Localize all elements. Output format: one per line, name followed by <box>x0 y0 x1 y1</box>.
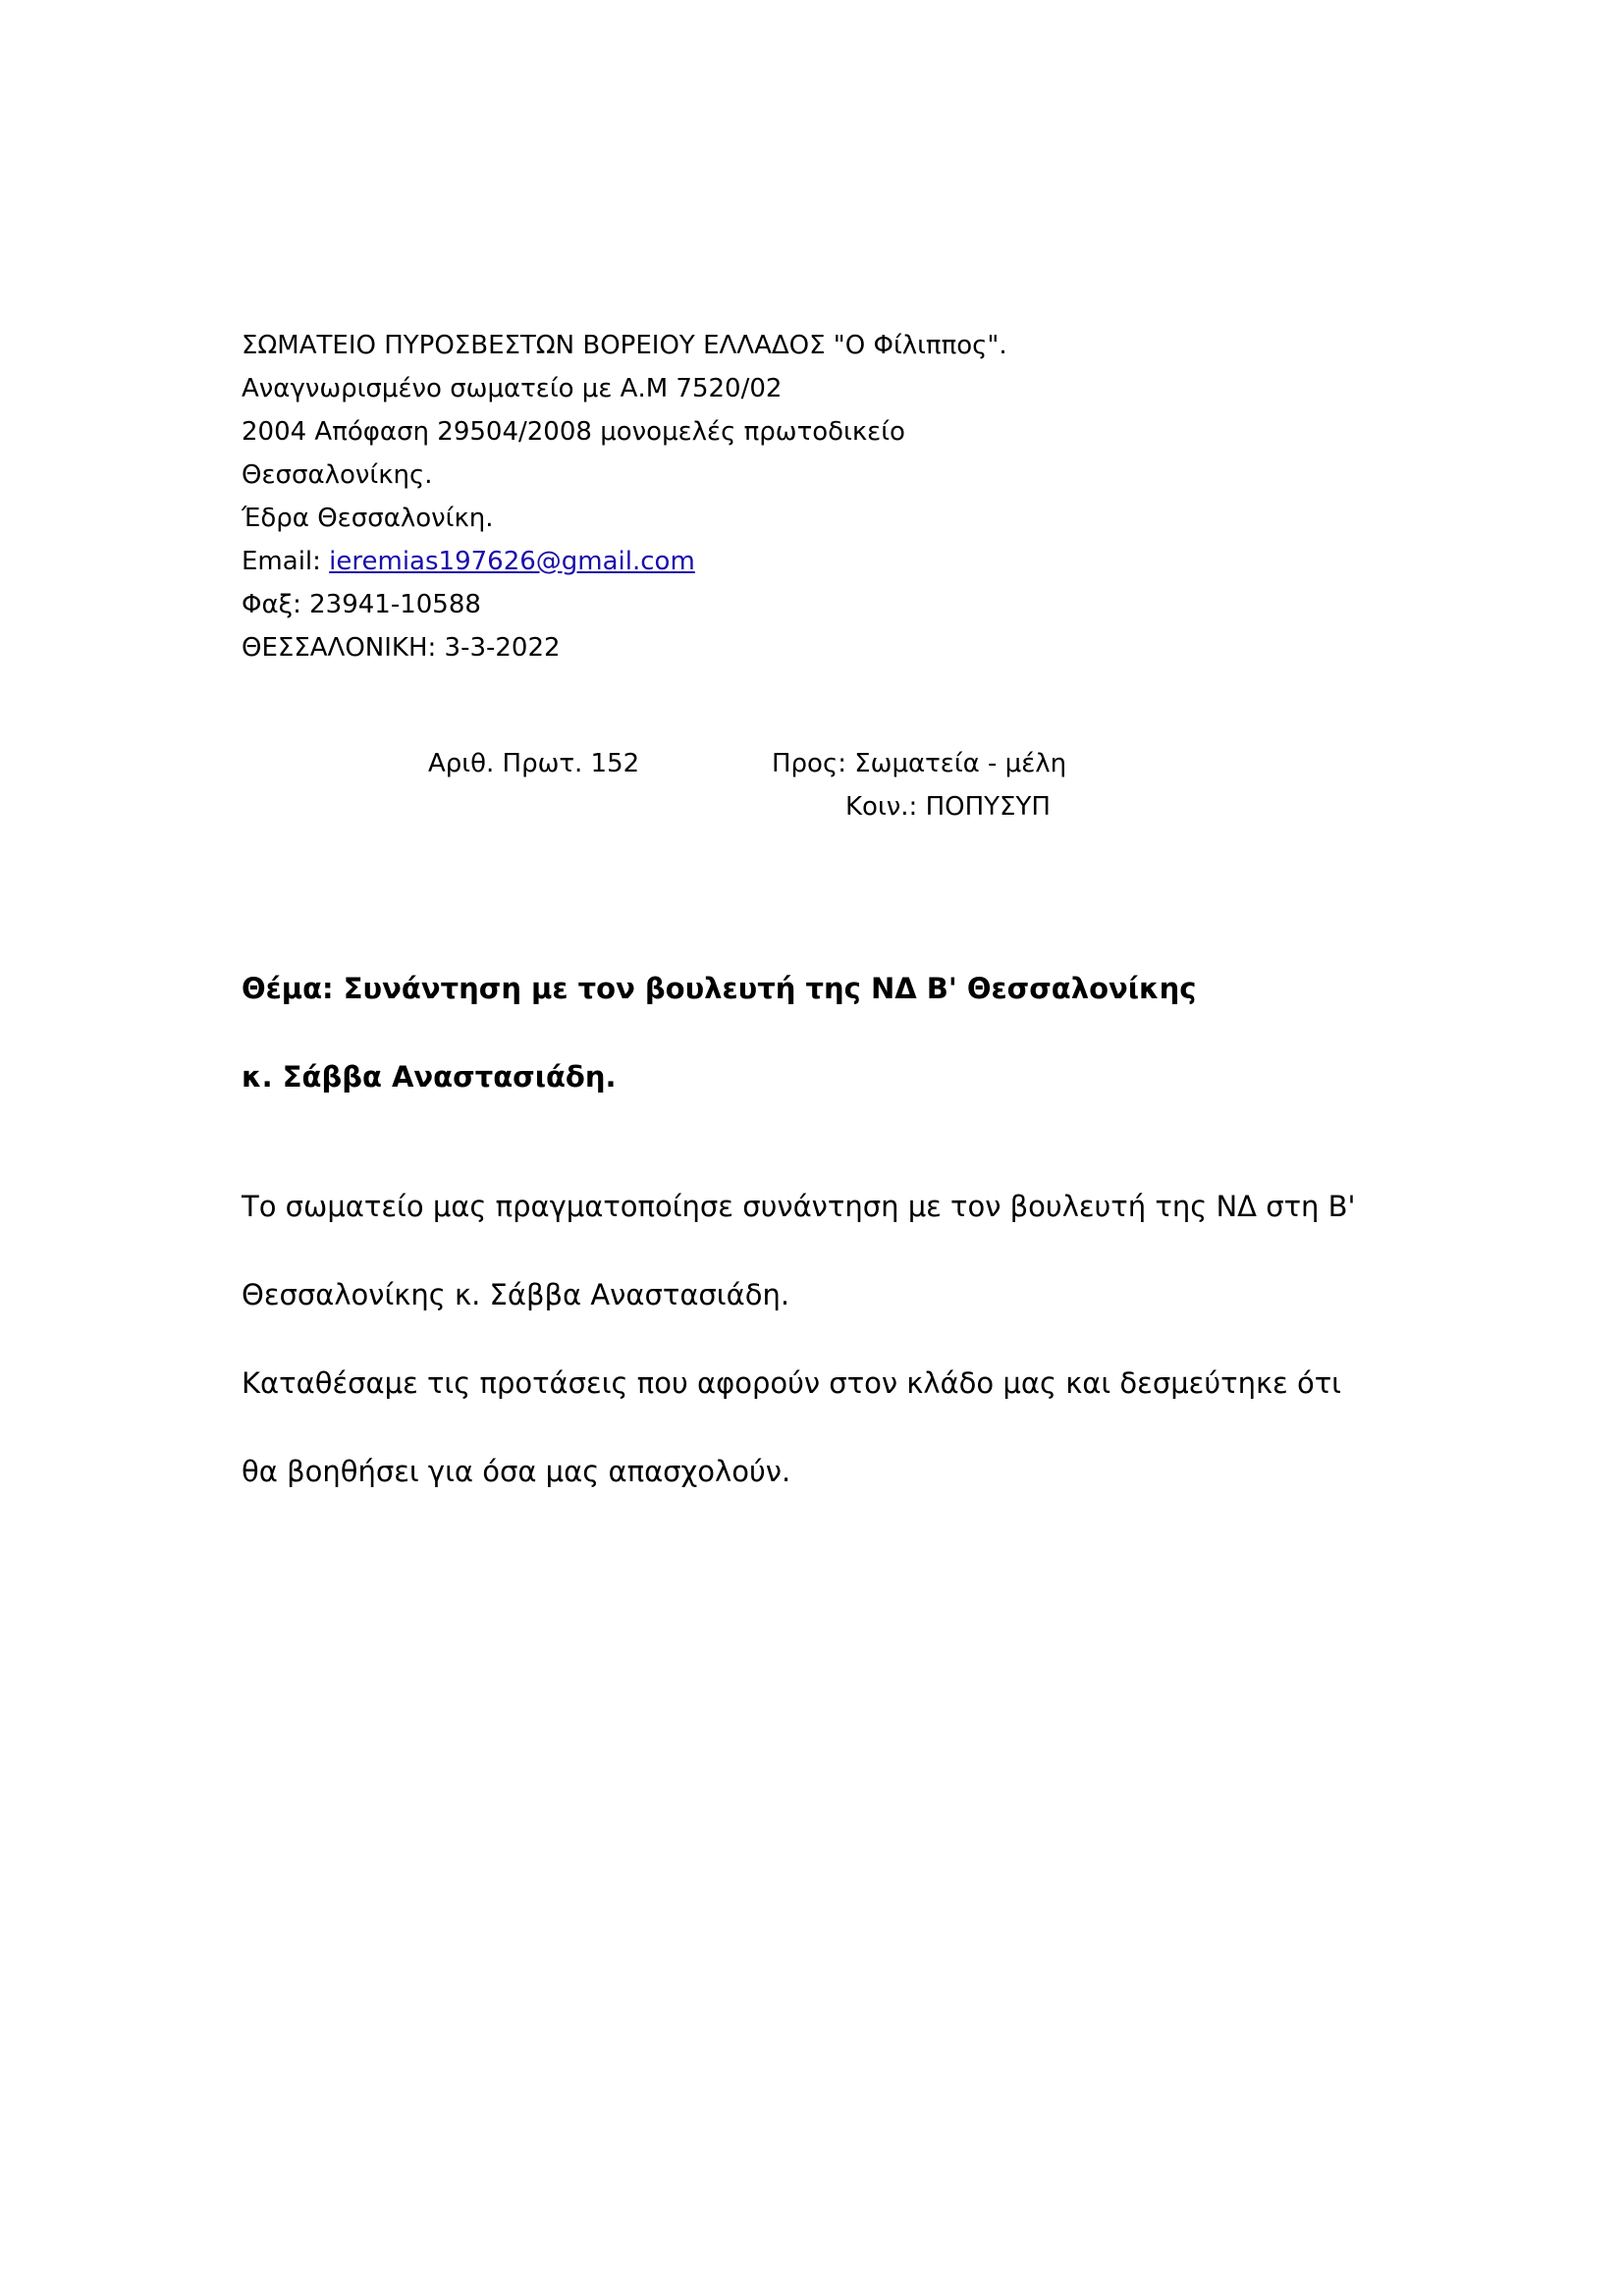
email-label: Email: <box>242 547 330 576</box>
email-line <box>242 540 1420 583</box>
court-decision-line: 2004 Απόφαση 29504/2008 μονομελές πρωτοδικείο <box>242 417 905 447</box>
cc-line: Κοιν.: ΠΟΠΥΣΥΠ <box>845 792 1051 822</box>
court-city-line: Θεσσαλονίκης. <box>242 460 433 490</box>
body-text <box>242 1162 1380 1516</box>
protocol-number: Αριθ. Πρωτ. 152 <box>428 749 640 778</box>
letterhead-block <box>242 324 1420 669</box>
headquarters-line: Έδρα Θεσσαλονίκη. <box>242 504 494 533</box>
fax-line: Φαξ: 23941-10588 <box>242 590 481 619</box>
body-paragraph-2: Καταθέσαμε τις προτάσεις που αφορούν στον κλάδο μας και δεσμεύτηκε ότι θα βοηθήσει για όσα μας απασχολούν. <box>242 1366 1341 1488</box>
document-content <box>242 324 1420 1516</box>
recipient-line: Προς: Σωματεία - μέλη <box>772 749 1067 778</box>
body-paragraph-1: Το σωματείο μας πραγματοποίησε συνάντηση με τον βουλευτή της ΝΔ στη Β' Θεσσαλονίκης κ. Σάββα Αναστασιάδη. <box>242 1190 1356 1311</box>
subject-heading: Θέμα: Συνάντηση με τον βουλευτή της ΝΔ Β' Θεσσαλονίκης κ. Σάββα Αναστασιάδη. <box>242 972 1197 1094</box>
registration-line: Αναγνωρισμένο σωματείο με Α.Μ 7520/02 <box>242 374 783 403</box>
organization-name: ΣΩΜΑΤΕΙΟ ΠΥΡΟΣΒΕΣΤΩΝ ΒΟΡΕΙΟΥ ΕΛΛΑΔΟΣ "Ο Φίλιππος". <box>242 331 1007 360</box>
place-date-line: ΘΕΣΣΑΛΟΝΙΚΗ: 3-3-2022 <box>242 633 561 663</box>
reference-block <box>242 742 1420 836</box>
email-link[interactable]: ieremias197626@gmail.com <box>329 547 695 576</box>
